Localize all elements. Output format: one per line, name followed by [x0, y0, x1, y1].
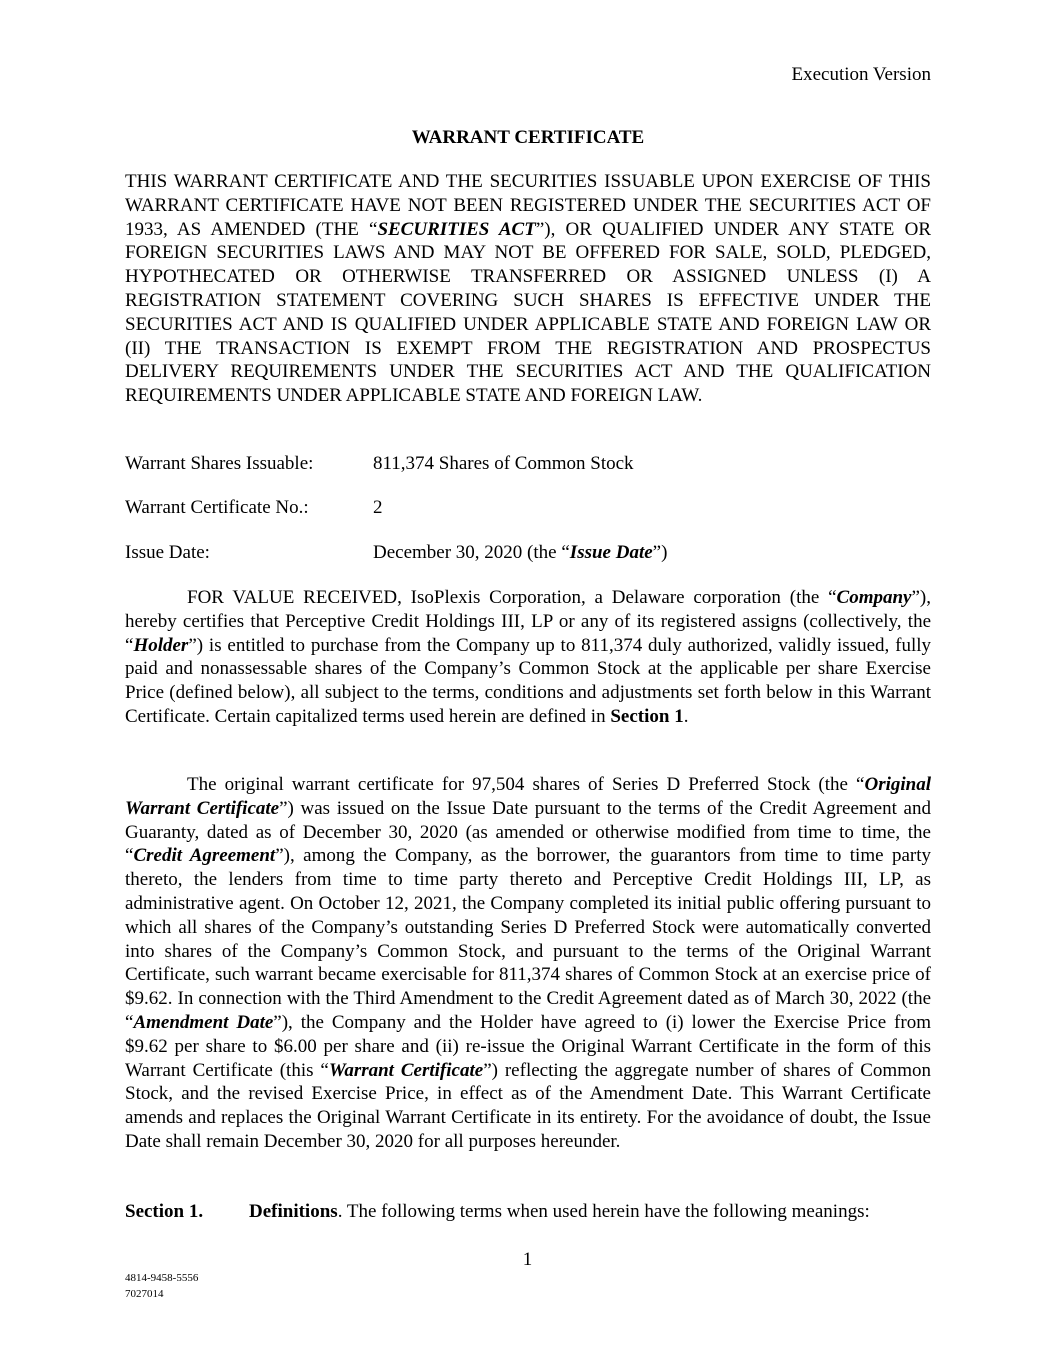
- section-title: Definitions: [249, 1201, 338, 1222]
- document-id-line-2: 7027014: [125, 1288, 164, 1300]
- field-label: Issue Date:: [125, 542, 210, 563]
- field-value-pre: December 30, 2020 (the “: [373, 542, 570, 563]
- field-label: Warrant Shares Issuable:: [125, 453, 314, 474]
- legend-text-part1: THIS WARRANT CERTIFICATE AND THE SECURITIES ISSUABLE UPON EXERCISE OF THIS WARRANT CERTIFICATE HAVE NOT BEEN REGISTERED UNDER THE SECURITIES ACT OF 1933, AS AMENDED (THE “: [125, 171, 931, 240]
- term-original-warrant-certificate: Original Warrant Certificate: [125, 774, 931, 819]
- securities-legend: [125, 170, 931, 408]
- field-value: 2: [373, 497, 383, 518]
- section-number: Section 1.: [125, 1201, 204, 1222]
- term-credit-agreement: Credit Agreement: [133, 845, 276, 867]
- field-label: Warrant Certificate No.:: [125, 497, 309, 518]
- document-title: WARRANT CERTIFICATE: [411, 127, 645, 148]
- page-number: 1: [522, 1249, 533, 1270]
- field-warrant-shares: [125, 452, 634, 476]
- para1-text-4: .: [683, 705, 689, 727]
- section-1-heading: [125, 1200, 931, 1224]
- paragraph-original-warrant: [125, 773, 931, 1154]
- term-amendment-date: Amendment Date: [133, 1011, 274, 1033]
- para1-text-1: FOR VALUE RECEIVED, IsoPlexis Corporation, a Delaware corporation (the “: [187, 587, 837, 608]
- field-issue-date: [125, 541, 667, 565]
- section-intro-text: . The following terms when used herein have the following meanings:: [337, 1201, 870, 1222]
- field-value-post: ”): [652, 542, 668, 563]
- document-id-line-1: 4814-9458-5556: [125, 1272, 199, 1284]
- para2-text-2: ”) was issued on the Issue Date pursuant to the terms of the Credit Agreement and Guaranty, dated as of December 30, 2020 (as amended or otherwise modified from time to time, the “: [125, 797, 931, 867]
- para2-text-5: ”) reflecting the aggregate number of shares of Common Stock, and the revised Exercise Price, in effect as of the Amendment Date. This Warrant Certificate amends and replaces the Original Warrant Certificate in its entirety. For the avoidance of doubt, the Issue Date shall remain December 30, 2020 for all purposes hereunder.: [125, 1059, 931, 1152]
- section-reference: Section 1: [610, 705, 684, 727]
- legend-text-part2: ”), OR QUALIFIED UNDER ANY STATE OR FOREIGN SECURITIES LAWS AND MAY NOT BE OFFERED FOR SALE, SOLD, PLEDGED, HYPOTHECATED OR OTHERWISE TRANSFERRED OR ASSIGNED UNLESS (I) A REGISTRATION STATEMENT COVERING SUCH SHARES IS EFFECTIVE UNDER THE SECURITIES ACT AND IS QUALIFIED UNDER APPLICABLE STATE AND FOREIGN LAW OR (II) THE TRANSACTION IS EXEMPT FROM THE REGISTRATION AND PROSPECTUS DELIVERY REQUIREMENTS UNDER THE SECURITIES ACT AND THE QUALIFICATION REQUIREMENTS UNDER APPLICABLE STATE AND FOREIGN LAW.: [125, 218, 931, 407]
- execution-version-label: Execution Version: [791, 64, 931, 85]
- para1-text-3: ”) is entitled to purchase from the Company up to 811,374 duly authorized, validly issued, fully paid and nonassessable shares of the Company’s Common Stock at the applicable per share Exercise Price (defined below), all subject to the terms, conditions and adjustments set forth below in this Warrant Certificate. Certain capitalized terms used herein are defined in: [125, 634, 931, 727]
- para1-text-2: ”), hereby certifies that Perceptive Credit Holdings III, LP or any of its registered assigns (collectively, the “: [125, 587, 931, 656]
- term-holder: Holder: [133, 634, 189, 656]
- term-warrant-certificate: Warrant Certificate: [328, 1059, 484, 1081]
- paragraph-value-received: [125, 586, 931, 729]
- para2-text-3: ”), among the Company, as the borrower, the guarantors from time to time party thereto, the lenders from time to time party thereto and Perceptive Credit Holdings III, LP, as administrative agent. On October 12, 2021, the Company completed its initial public offering pursuant to which all shares of the Company’s outstanding Series D Preferred Stock were automatically converted into shares of the Company’s Common Stock, and pursuant to the terms of the Original Warrant Certificate, such warrant became exercisable for 811,374 shares of Common Stock at an exercise price of $9.62. In connection with the Third Amendment to the Credit Agreement dated as of March 30, 2022 (the “: [125, 845, 931, 1033]
- field-value: 811,374 Shares of Common Stock: [373, 453, 634, 474]
- issue-date-term: Issue Date: [569, 542, 653, 563]
- para2-text-1: The original warrant certificate for 97,504 shares of Series D Preferred Stock (the “: [187, 774, 865, 795]
- para2-text-4: ”), the Company and the Holder have agreed to (i) lower the Exercise Price from $9.62 per share to $6.00 per share and (ii) re-issue the Original Warrant Certificate in the form of this Warrant Certificate (this “: [125, 1011, 931, 1081]
- field-certificate-no: [125, 496, 383, 520]
- term-company: Company: [836, 587, 912, 608]
- legend-defined-term: SECURITIES ACT: [377, 218, 536, 240]
